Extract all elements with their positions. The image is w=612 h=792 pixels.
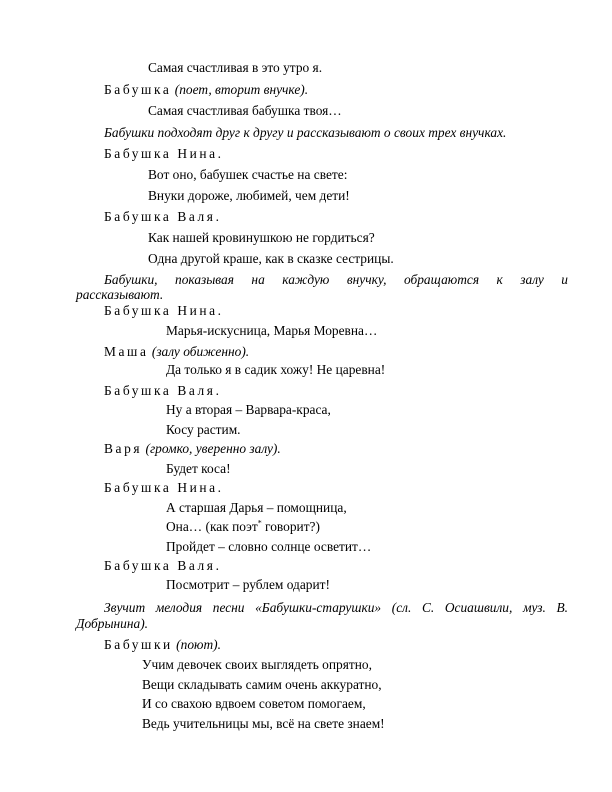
- speaker-name: Варя: [104, 441, 143, 456]
- verse-line: Посмотрит – рублем одарит!: [166, 577, 330, 592]
- verse-line: Будет коса!: [166, 461, 231, 476]
- speaker-name: Бабушки: [104, 637, 173, 652]
- speaker-name: Бабушка Нина.: [104, 303, 224, 318]
- stage-direction: Звучит мелодия песни «Бабушки-старушки» (сл. С. Осиашвили, муз. В.: [104, 600, 568, 615]
- footnote-mark: *: [257, 518, 262, 528]
- stage-direction-continued: Добрынина).: [76, 616, 149, 631]
- speaker-line: [104, 344, 249, 360]
- speaker-name: Бабушка Валя.: [104, 383, 222, 398]
- verse-line: Пройдет – словно солнце осветит…: [166, 539, 372, 554]
- verse-line: А старшая Дарья – помощница,: [166, 500, 347, 515]
- speaker-name: Маша: [104, 344, 149, 359]
- verse-line: Как нашей кровинушкою не гордиться?: [148, 230, 375, 245]
- speaker-name: Бабушка Валя.: [104, 558, 222, 573]
- speaker-line: [104, 637, 221, 653]
- stage-note: (громко, уверенно залу).: [142, 441, 281, 456]
- speaker-name: Бабушка: [104, 82, 172, 97]
- verse-line: Самая счастливая бабушка твоя…: [148, 103, 342, 118]
- speaker-line: [104, 441, 281, 457]
- verse-line: Ну а вторая – Варвара-краса,: [166, 402, 331, 417]
- verse-line: Вещи складывать самим очень аккуратно,: [142, 677, 382, 692]
- verse-line: Вот оно, бабушек счастье на свете:: [148, 167, 348, 182]
- speaker-name: Бабушка Нина.: [104, 480, 224, 495]
- stage-note: (поют).: [172, 637, 221, 652]
- verse-line: Косу растим.: [166, 422, 241, 437]
- verse-line: [166, 519, 320, 535]
- verse-line: Одна другой краше, как в сказке сестрицы.: [148, 251, 394, 266]
- verse-line: Внуки дороже, любимей, чем дети!: [148, 188, 350, 203]
- stage-direction: Бабушки подходят друг к другу и рассказывают о своих трех внучках.: [104, 125, 507, 140]
- speaker-name: Бабушка Нина.: [104, 146, 224, 161]
- stage-note: (поет, вторит внучке).: [171, 82, 309, 97]
- verse-line: И со свахою вдвоем советом помогаем,: [142, 696, 366, 711]
- verse-line: Самая счастливая в это утро я.: [148, 60, 323, 75]
- verse-line: Марья-искусница, Марья Моревна…: [166, 323, 378, 338]
- stage-direction: Бабушки, показывая на каждую внучку, обращаются к залу и: [104, 272, 568, 287]
- verse-text: Она… (как поэт: [166, 519, 258, 534]
- verse-line: Ведь учительницы мы, всё на свете знаем!: [142, 716, 385, 731]
- stage-note: (залу обиженно).: [148, 344, 250, 359]
- verse-text: говорит?): [261, 519, 320, 534]
- verse-line: Да только я в садик хожу! Не царевна!: [166, 362, 386, 377]
- speaker-name: Бабушка Валя.: [104, 209, 222, 224]
- speaker-line: [104, 82, 308, 98]
- verse-line: Учим девочек своих выглядеть опрятно,: [142, 657, 372, 672]
- stage-direction-continued: рассказывают.: [76, 287, 164, 302]
